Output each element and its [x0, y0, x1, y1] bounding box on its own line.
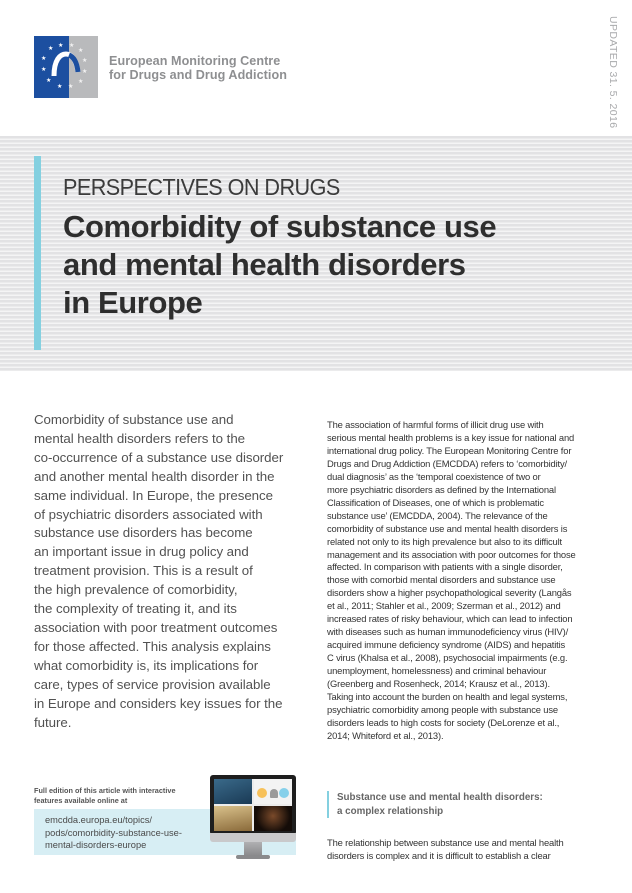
summary-line: and another mental health disorder in the	[34, 468, 275, 484]
svg-text:★: ★	[78, 48, 84, 54]
svg-text:★: ★	[41, 67, 47, 73]
summary-line: substance use disorders has become	[34, 525, 253, 541]
body-line: The association of harmful forms of illicit drug use with	[327, 419, 544, 430]
svg-text:★: ★	[69, 43, 75, 49]
monitor-base	[236, 855, 270, 859]
preview-tile-dark-photo	[254, 806, 292, 831]
summary-line: care, types of service provision available	[34, 676, 271, 692]
summary-line: Comorbidity of substance use and	[34, 412, 234, 427]
title-banner	[0, 136, 632, 371]
summary-line: mental health disorders refers to the	[34, 430, 246, 446]
summary-line: for those affected. This analysis explains	[34, 638, 271, 654]
org-name-line1: European Monitoring Centre	[109, 54, 281, 68]
body-line: those with comorbid mental disorders and substance use	[327, 574, 556, 586]
preview-tile-infographic	[254, 779, 292, 804]
title-line: and mental health disorders	[63, 247, 466, 282]
svg-text:★: ★	[48, 46, 54, 52]
monitor-screen	[210, 775, 296, 835]
section-subheading	[327, 791, 543, 818]
summary-line: an important issue in drug policy and	[34, 544, 249, 560]
body-line: psychiatric comorbidity among people with substance use	[327, 703, 558, 715]
online-edition-note	[34, 786, 209, 806]
body-line: serious mental health problems is a key issue for national and	[327, 431, 575, 443]
title-line: Comorbidity of substance use	[63, 209, 497, 244]
body-line: acquired immune deficiency syndrome (AIDS) and hepatitis	[327, 639, 566, 651]
body-line: more psychiatric disorders as defined by the International	[327, 483, 556, 495]
summary-paragraph	[34, 411, 296, 732]
svg-text:★: ★	[82, 58, 88, 64]
body-line: management and its association with poor outcomes for those	[327, 548, 576, 560]
series-kicker: PERSPECTIVES ON DRUGS	[63, 174, 340, 200]
summary-line: association with poor treatment outcomes	[34, 619, 278, 635]
online-note-line: features available online at	[34, 796, 128, 805]
body-line: Classification of Diseases, one of which is problematic	[327, 496, 544, 508]
page-title	[63, 208, 603, 322]
body-line: related not only to its high prevalence but also to its difficult	[327, 535, 563, 547]
updated-date: UPDATED 31. 5. 2016	[607, 16, 619, 129]
section-body-paragraph	[327, 836, 607, 863]
body-line: unemployment, homelessness) and criminal behaviour	[327, 665, 547, 677]
summary-line: treatment provision. This is a result of	[34, 563, 253, 579]
intro-body-paragraph	[327, 419, 603, 743]
body-line: (Greenberg and Rosenheck, 2014; Krausz et al., 2013).	[327, 678, 550, 690]
body-line: dual diagnosis’ as the ‘temporal coexistence of two or	[327, 470, 541, 482]
url-line: pods/comorbidity-substance-use-	[45, 827, 182, 838]
body-line: with diseases such as human immunodeficiency virus (HIV)/	[327, 626, 569, 638]
summary-line: what comorbidity is, its implications for	[34, 657, 259, 673]
body-line: disorders show a higher psychopathological severity (Langås	[327, 587, 572, 599]
preview-tile-photo	[214, 779, 252, 804]
org-name-line2: for Drugs and Drug Addiction	[109, 68, 287, 82]
summary-line: co-occurrence of a substance use disorder	[34, 449, 284, 465]
body-line: substance use’ (EMCDDA, 2004). The relevance of the	[327, 509, 548, 521]
title-line: in Europe	[63, 285, 203, 320]
subheading-line: Substance use and mental health disorders:	[337, 792, 543, 803]
summary-line: future.	[34, 714, 72, 730]
monitor-chin	[210, 833, 296, 842]
svg-text:★: ★	[68, 84, 74, 90]
monitor-preview-icon	[210, 775, 296, 865]
summary-line: the high prevalence of comorbidity,	[34, 582, 238, 598]
summary-line: in Europe and considers key issues for the	[34, 695, 283, 711]
summary-line: same individual. In Europe, the presence	[34, 487, 273, 503]
svg-text:★: ★	[57, 84, 63, 90]
body-line: international drug policy. The European Monitoring Centre for	[327, 444, 572, 456]
org-name	[109, 54, 287, 82]
summary-line: of psychiatric disorders associated with	[34, 506, 263, 522]
body-line: disorders leads to high costs for society (DeLorenze et al.,	[327, 716, 560, 728]
emcdda-logo	[34, 36, 98, 98]
emcdda-logo-icon	[34, 36, 98, 98]
body-line: et al., 2011; Stahler et al., 2009; Szerman et al., 2012) and	[327, 600, 561, 612]
subheading-line: a complex relationship	[337, 805, 444, 817]
svg-text:★: ★	[82, 69, 88, 75]
body-line: Taking into account the burden on health and legal systems,	[327, 691, 568, 703]
svg-text:★: ★	[41, 56, 47, 62]
url-line: emcdda.europa.eu/topics/	[45, 815, 152, 825]
svg-text:★: ★	[78, 79, 84, 85]
summary-line: the complexity of treating it, and its	[34, 601, 237, 617]
body-line: increased rates of risky behaviour, which can lead to infection	[327, 613, 573, 625]
online-note-line: Full edition of this article with interactive	[34, 786, 176, 795]
svg-text:★: ★	[46, 78, 52, 84]
url-line: mental-disorders-europe	[45, 840, 147, 851]
body-line: C virus (Khalsa et al., 2008), psychosocial impairments (e.g.	[327, 652, 568, 664]
body-line: 2014; Whiteford et al., 2013).	[327, 729, 444, 741]
monitor-stand	[244, 842, 262, 855]
body-line: comorbidity of substance use and mental health disorders is	[327, 522, 568, 534]
preview-tile-document	[214, 806, 252, 831]
svg-text:★: ★	[58, 43, 64, 49]
accent-bar	[34, 156, 41, 350]
body-line: Drugs and Drug Addiction (EMCDDA) refers to ‘comorbidity/	[327, 457, 567, 469]
body-line: affected. In comparison with patients with a single disorder,	[327, 561, 563, 573]
body-line: disorders is complex and it is difficult to establish a clear	[327, 850, 551, 862]
body-line: The relationship between substance use and mental health	[327, 837, 564, 848]
